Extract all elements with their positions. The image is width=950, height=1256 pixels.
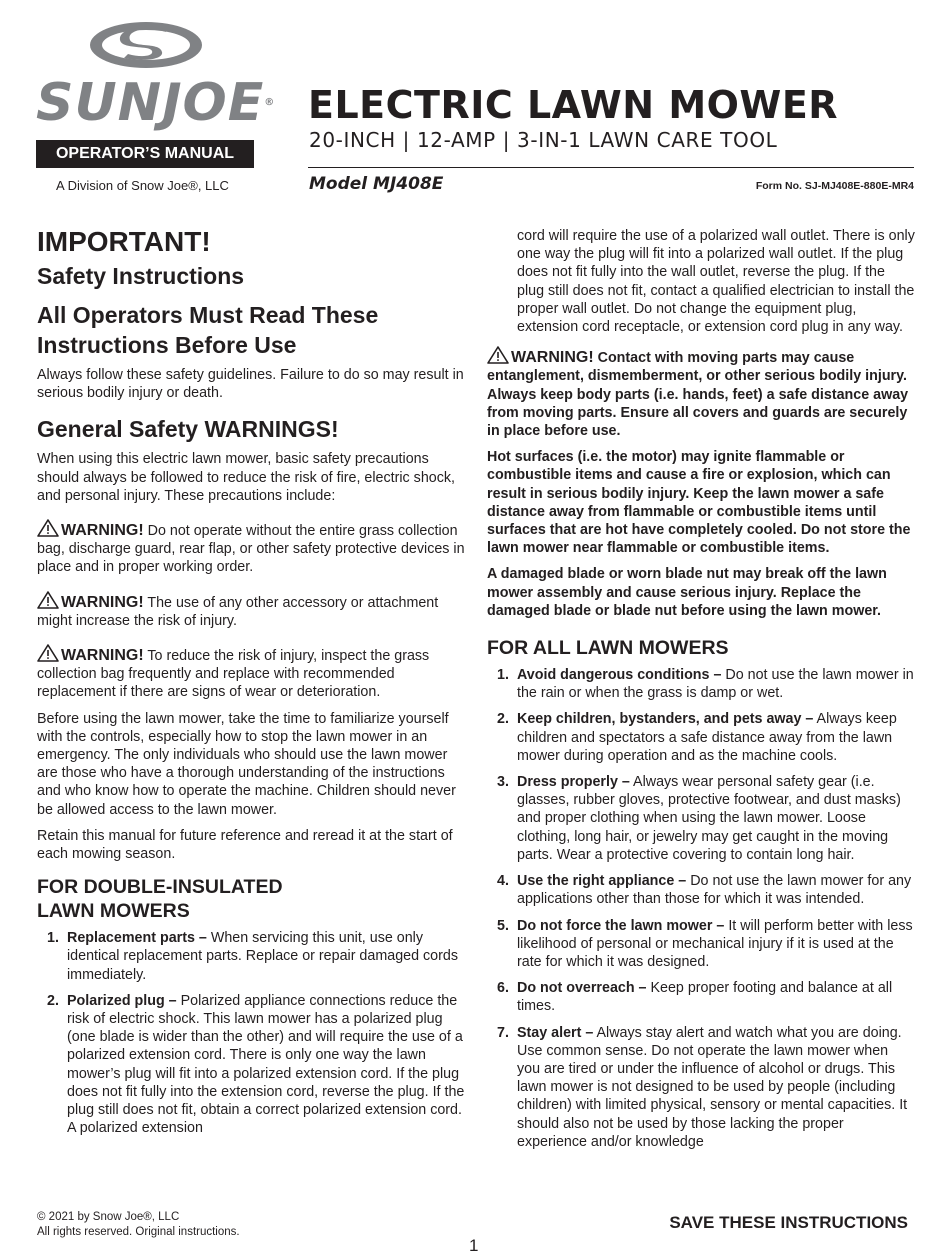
double-insulated-list [37,929,467,1137]
list-item: 2. Polarized plug – Polarized appliance connections reduce the risk of electric shock. This lawn mower has a polarized plug (one blade is wider than the other) and will require the use of a polarized extension cord. There is only one way the lawn mower’s plug will fit into a polarized extension cord. If the plug does not fit fully into the extension cord, reverse the plug. If the plug still does not fit, obtain a correct polarized extension cord. A polarized extension [47,992,465,1137]
warning-2: WARNING! The use of any other accessory or attachment might increase the risk of injury. [37,591,467,630]
hot-surfaces-paragraph: Hot surfaces (i.e. the motor) may ignite flammable or combustible items and cause a fire or explosion, which can result in serious bodily injury. Keep the lawn mower a safe distance away from flammable or combustible items until surfaces that are hot have completely cooled. Do not store the lawn mower near flammable or combustible items. [487,449,911,557]
list-item: 1. Avoid dangerous conditions – Do not use the lawn mower in the rain or when the grass is damp or wet. [497,667,914,702]
division-text: A Division of Snow Joe®, LLC [56,178,229,193]
list-item: 1. Replacement parts – When servicing this unit, use only identical replacement parts. Replace or repair damaged cords immediately. [47,930,458,983]
model-number: Model MJ408E [309,174,444,194]
double-insulated-heading: FOR DOUBLE-INSULATED LAWN MOWERS [37,876,283,923]
before-using-paragraph: Before using the lawn mower, take the time to familiarize yourself with the controls, especially how to stop the lawn mower in an emergency. The only individuals who should use the lawn mower are those who have a thorough understanding of the instructions and who know how to operate the machine. Children should never be allowed access to the lawn mower. [37,710,456,818]
warning-triangle-icon [487,346,509,364]
copyright: © 2021 by Snow Joe®, LLC All rights reserved. Original instructions. [37,1211,240,1238]
right-column [487,227,915,1159]
left-column [37,226,467,1146]
blade-paragraph: A damaged blade or worn blade nut may break off the lawn mower assembly and cause serious injury. Replace the damaged blade or blade nut before using the lawn mower. [487,566,887,619]
warning-4: WARNING! Contact with moving parts may cause entanglement, dismemberment, or other serious bodily injury. Always keep body parts (i.e. hands, feet) a safe distance away from moving parts. Ensure all covers and guards are securely in place before use. [487,346,915,440]
warning-3: WARNING! To reduce the risk of injury, inspect the grass collection bag frequently and replace with recommended replacement if there are signs of wear or deterioration. [37,644,467,702]
brand-logo-text: SUNJOE® [36,73,276,133]
list-item: 6. Do not overreach – Keep proper footing and balance at all times. [497,980,893,1015]
intro-paragraph: Always follow these safety guidelines. Failure to do so may result in serious bodily injury or death. [37,367,464,402]
list-item: 5. Do not force the lawn mower – It will perform better with less likelihood of personal or mechanical injury if it is used at the rate for which it was designed. [497,917,913,970]
sunjoe-s-logo-icon [88,20,204,70]
general-paragraph: When using this electric lawn mower, basic safety precautions should always be followed to reduce the risk of fire, electric shock, and personal injury. These precautions include: [37,451,455,504]
warning-triangle-icon [37,519,59,537]
list-item: 2. Keep children, bystanders, and pets away – Always keep children and spectators a safe distance away from the lawn mower during operation and as the machine cools. [497,711,897,764]
list-item: 7. Stay alert – Always stay alert and watch what you are doing. Use common sense. Do not operate the lawn mower when you are tired or under the influence of alcohol or drugs. This lawn mower is not designed to be used by people (including children) with limited physical, sensory or mental capacities. It should also not be used by those lacking the proper experience and/or knowledge [497,1024,908,1150]
all-lawn-mowers-heading: FOR ALL LAWN MOWERS [487,637,729,660]
list-item: 4. Use the right appliance – Do not use the lawn mower for any applications other than those for which it was intended. [497,873,912,908]
polarized-continuation: cord will require the use of a polarized wall outlet. There is only one way the plug will fit into a polarized wall outlet. If the plug does not fit fully into the wall outlet, reverse the plug. If the plug still does not fit, contact a qualified electrician to install the proper wall outlet. Do not change the equipment plug, extension cord receptacle, or extension cord plug in any way. [517,228,915,336]
safety-heading: Safety Instructions [37,263,245,289]
list-item: 3. Dress properly – Always wear personal safety gear (i.e. glasses, rubber gloves, protective footwear, and dust masks) and proper clothing when using the lawn mower. Loose clothing, long hair, or jewelry may get caught in the moving parts. Wear a protective covering to contain long hair. [497,774,901,863]
warning-triangle-icon [37,644,59,662]
retain-paragraph: Retain this manual for future reference and reread it at the start of each mowing season. [37,827,453,863]
warning-1: WARNING! Do not operate without the entire grass collection bag, discharge guard, rear flap, or other safety protective devices in place and in proper working order. [37,519,467,577]
page-subtitle: 20-INCH | 12-AMP | 3-IN-1 LAWN CARE TOOL [309,128,778,152]
form-number: Form No. SJ-MJ408E-880E-MR4 [755,180,914,192]
operators-manual-badge: OPERATOR’S MANUAL [36,140,254,168]
page-title: ELECTRIC LAWN MOWER [308,83,839,127]
general-warnings-heading: General Safety WARNINGS! [37,416,339,443]
page-number: 1 [469,1236,479,1255]
save-instructions: SAVE THESE INSTRUCTIONS [669,1213,908,1232]
header-divider [308,167,914,168]
important-heading: IMPORTANT! [37,226,211,257]
warning-triangle-icon [37,591,59,609]
all-lawn-mowers-list [487,666,915,1151]
all-operators-heading: All Operators Must Read These Instructions Before Use [37,302,379,358]
